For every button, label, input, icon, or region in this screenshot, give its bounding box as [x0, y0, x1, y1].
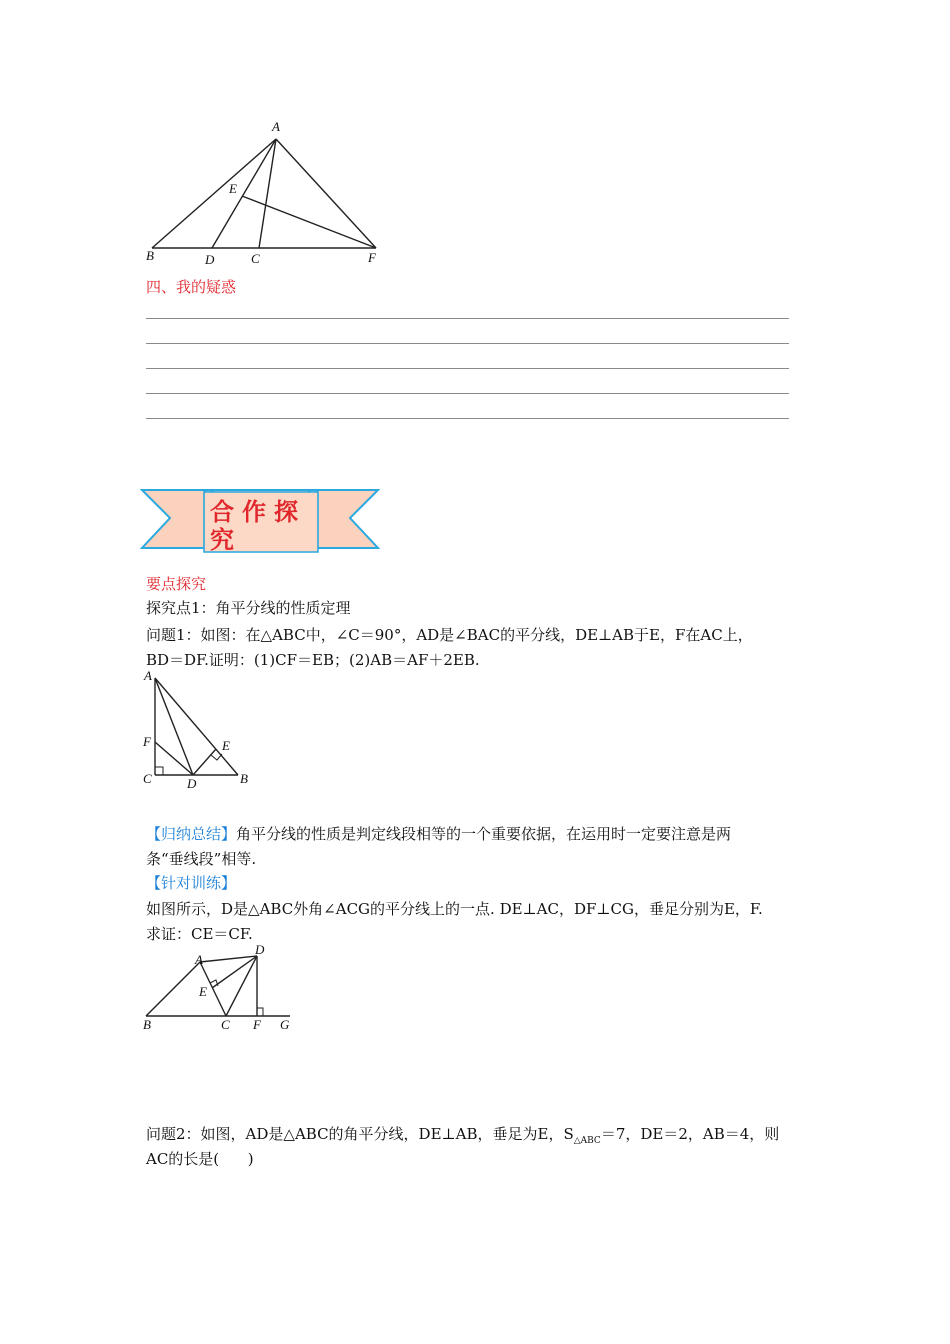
key-points-title: 要点探究: [146, 575, 207, 593]
right-angle-f: [257, 1008, 263, 1016]
label-e: E: [229, 181, 237, 196]
segment-ab: [155, 678, 238, 775]
figure-1: [140, 118, 390, 273]
figure-1-svg: [140, 118, 390, 273]
figure-3-svg: [140, 940, 300, 1035]
label-d: D: [205, 252, 215, 267]
summary-text-1: 角平分线的性质是判定线段相等的一个重要依据，在运用时一定要注意是两: [236, 825, 732, 843]
question-2-text-b: ＝7，DE＝2，AB＝4，则: [600, 1125, 780, 1143]
segment-cd: [226, 956, 257, 1016]
summary-line-2: 条“垂线段”相等.: [146, 850, 257, 868]
label-d: D: [187, 776, 197, 791]
label-c: C: [221, 1017, 230, 1032]
question-2-line-2: AC的长是( ): [146, 1150, 254, 1168]
answer-rule-5: [146, 418, 789, 419]
label-a: A: [144, 668, 152, 683]
segment-de: [212, 956, 257, 988]
question-1-line-2: BD＝DF.证明：(1)CF＝EB；(2)AB＝AF＋2EB.: [146, 651, 480, 669]
summary-tag: 【归纳总结】: [146, 825, 237, 843]
figure-3: [140, 940, 300, 1035]
training-tag: 【针对训练】: [146, 874, 237, 892]
segment-af: [276, 139, 376, 248]
answer-rule-3: [146, 368, 789, 369]
segment-ad: [212, 139, 276, 248]
label-b: B: [240, 771, 248, 786]
label-b: B: [146, 248, 154, 263]
segment-fd: [155, 742, 193, 775]
banner-title: 合作探究: [210, 498, 306, 554]
segment-ad: [155, 678, 193, 775]
summary-line-1: [146, 822, 731, 846]
label-b: B: [143, 1017, 151, 1032]
segment-de: [193, 749, 216, 775]
figure-2: [140, 668, 260, 796]
training-line-2: 求证：CE＝CF.: [146, 925, 253, 943]
segment-ac: [259, 139, 276, 248]
section-4-title: 四、我的疑惑: [146, 278, 237, 296]
answer-rule-1: [146, 318, 789, 319]
label-d: D: [255, 942, 265, 957]
question-1-line-1: 问题1：如图：在△ABC中，∠C＝90°，AD是∠BAC的平分线，DE⊥AB于E，F在AC上，: [146, 626, 753, 644]
segment-ad: [200, 956, 257, 962]
right-angle-c: [155, 767, 163, 775]
section-banner: [138, 486, 383, 556]
point-1-heading: 探究点1：角平分线的性质定理: [146, 599, 351, 617]
question-2-subscript: △ABC: [573, 1136, 601, 1146]
label-e: E: [199, 984, 207, 999]
label-c: C: [143, 771, 152, 786]
label-g: G: [280, 1017, 290, 1032]
label-f: F: [143, 734, 151, 749]
label-a: A: [195, 952, 203, 967]
segment-ba: [146, 962, 200, 1016]
label-e: E: [222, 738, 230, 753]
label-f: F: [368, 250, 376, 265]
label-a: A: [272, 119, 280, 134]
label-f: F: [253, 1017, 261, 1032]
question-2-text-a: 问题2：如图，AD是△ABC的角平分线，DE⊥AB，垂足为E，S: [146, 1125, 574, 1143]
label-c: C: [251, 251, 260, 266]
segment-ef: [242, 196, 376, 248]
training-line-1: 如图所示，D是△ABC外角∠ACG的平分线上的一点. DE⊥AC，DF⊥CG，垂足分别为E，F.: [146, 900, 763, 918]
segment-ab: [152, 139, 276, 248]
answer-rule-2: [146, 343, 789, 344]
answer-rule-4: [146, 393, 789, 394]
